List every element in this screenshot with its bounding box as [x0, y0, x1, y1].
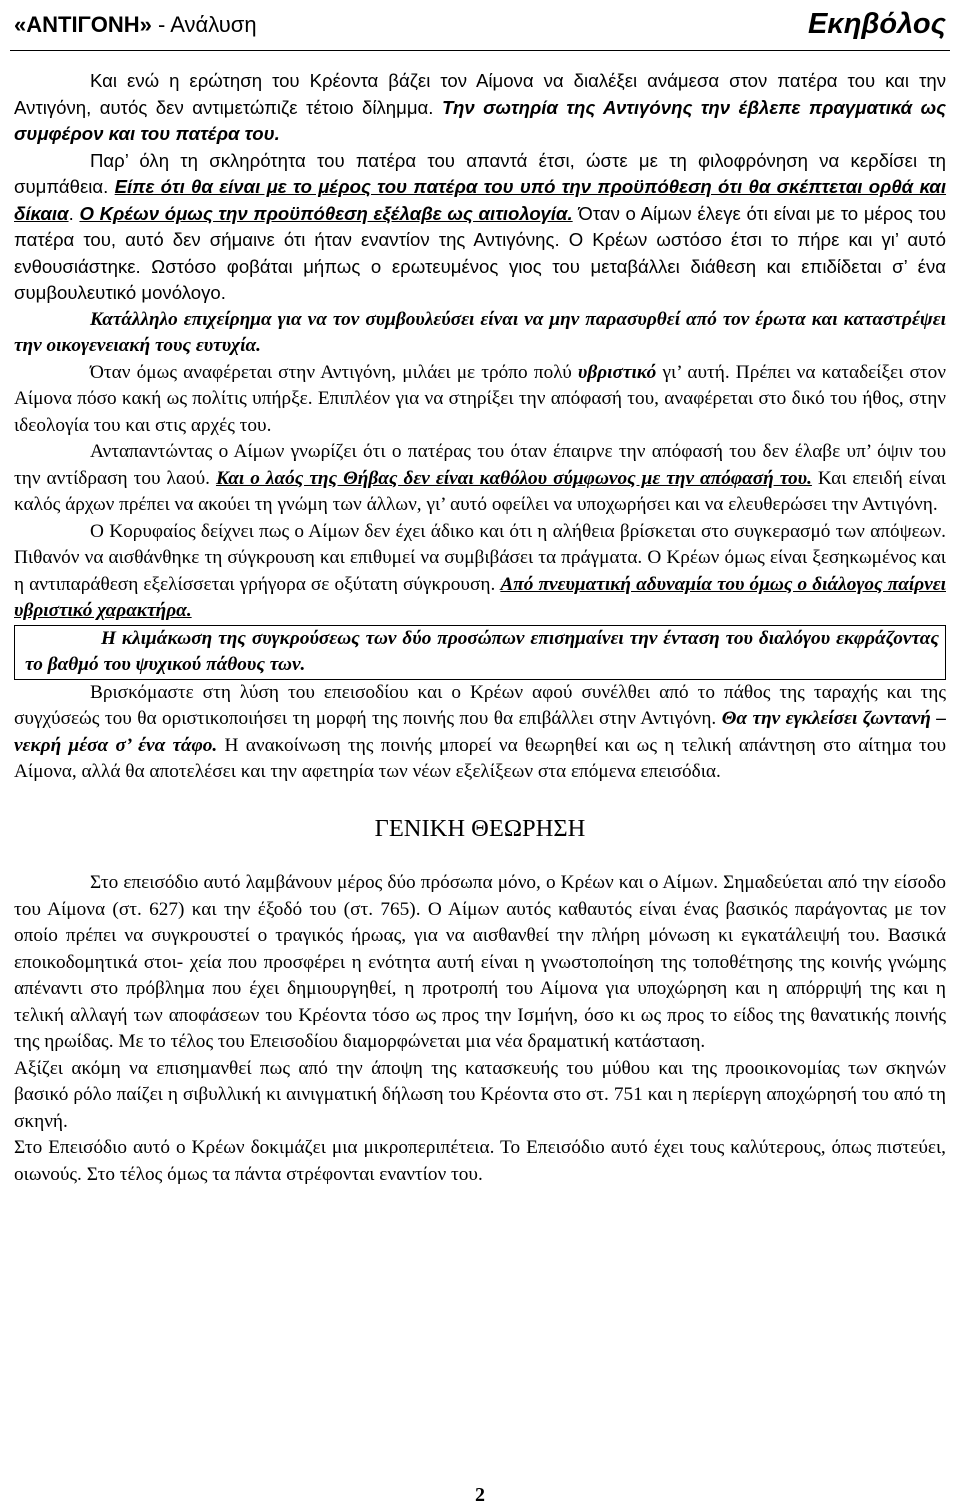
- paragraph-5: [14, 439, 946, 519]
- text-run: Παρ’ όλη τη σκληρότητα του πατέρα του απαντά έτσι, ώστε με τη φιλοφρόνηση να κερδίσει τη συμπάθεια.: [14, 149, 946, 197]
- paragraph-6: [14, 519, 946, 625]
- emphasis-text: υβριστικό: [577, 361, 657, 383]
- paragraph-3: Κατάλληλο επιχείρημα για να τον συμβουλεύσει είναι να μην παρασυρθεί από τον έρωτα και καταστρέψει την οικογενειακή τους ευτυχία.: [14, 308, 946, 356]
- boxed-summary: Η κλιμάκωση της συγκρούσεως των δύο προσώπων επισημαίνει την ένταση του διαλόγου εκφράζοντας το βαθμό του ψυχικού πάθους των.: [14, 625, 946, 680]
- text-run: Όταν όμως αναφέρεται στην Αντιγόνη, μιλάει με τρόπο πολύ: [90, 361, 578, 383]
- text-run: Βρισκόμαστε στη λύση του επεισοδίου και ο Κρέων αφού συνέλθει από το πάθος της ταραχής και της συγχύσεώς του θα οριστικοποιήσει τη μορφή της ποινής που θα επιβάλλει στην Αντιγόνη.: [14, 681, 946, 729]
- text-run: γι’ αυτή. Πρέπει να καταδείξει στον Αίμονα πόσο κακή ως πολίτις υπήρξε. Επιπλέον για να στηρίξει την απόφασή του, αναφέρεται στο δικό του ήθος, στην ιδεολογία του και στις αρχές του.: [14, 361, 946, 436]
- paragraph-8: Στο επεισόδιο αυτό λαμβάνουν μέρος δύο πρόσωπα μόνο, ο Κρέων και ο Αίμων. Σημαδεύεται από την είσοδο του Αίμονα (στ. 627) και την έξοδό του (στ. 765). Ο Αίμων αυτός καθαυτός είναι ένας βασικός παράγοντας με τον οποίο πρέπει να συγκρουστεί ο τραγικός ήρωας, για να αισθανθεί την πλήρη μόνωση κι εγκατάλειψή του. Βασικά εποικοδομητικά στοι- χεία που προσφέρει η ενότητα αυτή είναι η γνωστοποίηση της τοποθέτησης της κοινής γνώμης απέναντι στο πρόβλημα που έχει δημιουργηθεί, η προτροπή του Αίμονα για υποχώρηση και η απόρριψή της και η τελική αλλαγή των αποφάσεων του Κρέοντα τόσο ως προς την Ισμήνη, όσο κι ως προς το είδος της θανατικής ποινής της ηρωίδας. Με το τέλος του Επεισοδίου διαμορφώνεται μια νέα δραματική κατάσταση.: [14, 872, 946, 1052]
- document-title: [14, 12, 257, 38]
- paragraph-2: [14, 148, 946, 307]
- paragraph-10: Στο Επεισόδιο αυτό ο Κρέων δοκιμάζει μια μικροπεριπέτεια. Το Επεισόδιο αυτό έχει τους καλύτερους, όπως πιστεύει, οιωνούς. Στο τέλος όμως τα πάντα στρέφονται εναντίον του.: [14, 1137, 946, 1185]
- emphasis-text: Από πνευματική αδυναμία του όμως ο διάλογος παίρνει υβριστικό χαρακτήρα.: [14, 573, 946, 621]
- text-run: Και ενώ η ερώτηση του Κρέοντα βάζει τον Αίμονα να διαλέξει ανάμεσα στον πατέρα του και την Αντιγόνη, αυτός δεν αντιμετώπιζε τέτοιο δίλημμα.: [14, 70, 946, 118]
- paragraph-9: Αξίζει ακόμη να επισημανθεί πως από την άποψη της κατασκευής του μύθου και της προοικονομίας των σκηνών βασικό ρόλο παίζει η σιβυλλική κι αινιγματική δήλωση του Κρέοντα στο στ. 751 και η περίεργη αποχώρησή του από τη σκηνή.: [14, 1057, 946, 1132]
- text-run: Ανταπαντώντας ο Αίμων γνωρίζει ότι ο πατέρας του όταν έπαιρνε την απόφασή του δεν έλαβε υπ’ όψιν του την αντίδραση του λαού.: [14, 441, 946, 489]
- page-header: [10, 0, 950, 51]
- text-run: Ο Κορυφαίος δείχνει πως ο Αίμων δεν έχει άδικο και ότι η αλήθεια βρίσκεται στο συγκερασμό των απόψεων. Πιθανόν να αισθάνθηκε τη σύγκρουση και επιθυμεί να συμβιβάσει τα πράγματα. Ο Κρέων όμως είναι ξεσηκωμένος και η αντιπαράθεση εξελίσσεται γρήγορα σε οξύτατη σύγκρουση.: [14, 520, 946, 595]
- text-run: Και επειδή είναι καλός άρχων πρέπει να ακούει τη γνώμη των άλλων, γι’ αυτό οφείλει να υποχωρήσει και να ελευθερώσει την Αντιγόνη.: [14, 467, 946, 515]
- paragraph-1: [14, 68, 946, 148]
- document-body: [14, 68, 946, 1188]
- emphasis-text: Την σωτηρία της Αντιγόνης την έβλεπε πραγματικά ως συμφέρον και του πατέρα του.: [14, 96, 947, 144]
- emphasis-text: Είπε ότι θα είναι με το μέρος του πατέρα του υπό την προϋπόθεση ότι θα σκέπτεται ορθά και δίκαια: [14, 176, 947, 224]
- paragraph-4: [14, 360, 946, 440]
- page-number: 2: [475, 1484, 485, 1506]
- text-run: Η ανακοίνωση της ποινής μπορεί να θεωρηθεί και ως η τελική απάντηση στο αίτημα του Αίμονα, αλλά θα αποτελέσει και την αφετηρία των νέων εξελίξεων στα επόμενα επεισόδια.: [14, 734, 946, 782]
- emphasis-text: Και ο λαός της Θήβας δεν είναι καθόλου σύμφωνος με την απόφασή του.: [215, 467, 812, 489]
- paragraph-7: [14, 680, 946, 786]
- text-run: Όταν ο Αίμων έλεγε ότι είναι με το μέρος του πατέρα του, αυτό δεν σήμαινε ότι ήταν εναντίον της Αντιγόνης. Ο Κρέων ωστόσο έτσι το πήρε και γι’ αυτό ενθουσιάστηκε. Ωστόσο φοβάται μήπως ο ερωτευμένος γιος του μεταβάλλει διάθεση και επιδίδεται σ’ ένα συμβουλευτικό μονόλογο.: [14, 202, 947, 303]
- brand-name: Εκηβόλος: [807, 8, 946, 40]
- title-rest: - Ανάλυση: [151, 12, 257, 37]
- emphasis-text: Ο Κρέων όμως την προϋπόθεση εξέλαβε ως αιτιολογία.: [79, 202, 573, 224]
- emphasis-text: Θα την εγκλείσει ζωντανή – νεκρή μέσα σ’ ένα τάφο.: [14, 708, 946, 756]
- text-run: .: [68, 202, 80, 224]
- section-heading: ΓΕΝΙΚΗ ΘΕΩΡΗΣΗ: [374, 814, 586, 842]
- title-bold: «ΑΝΤΙΓΟΝΗ»: [14, 12, 152, 37]
